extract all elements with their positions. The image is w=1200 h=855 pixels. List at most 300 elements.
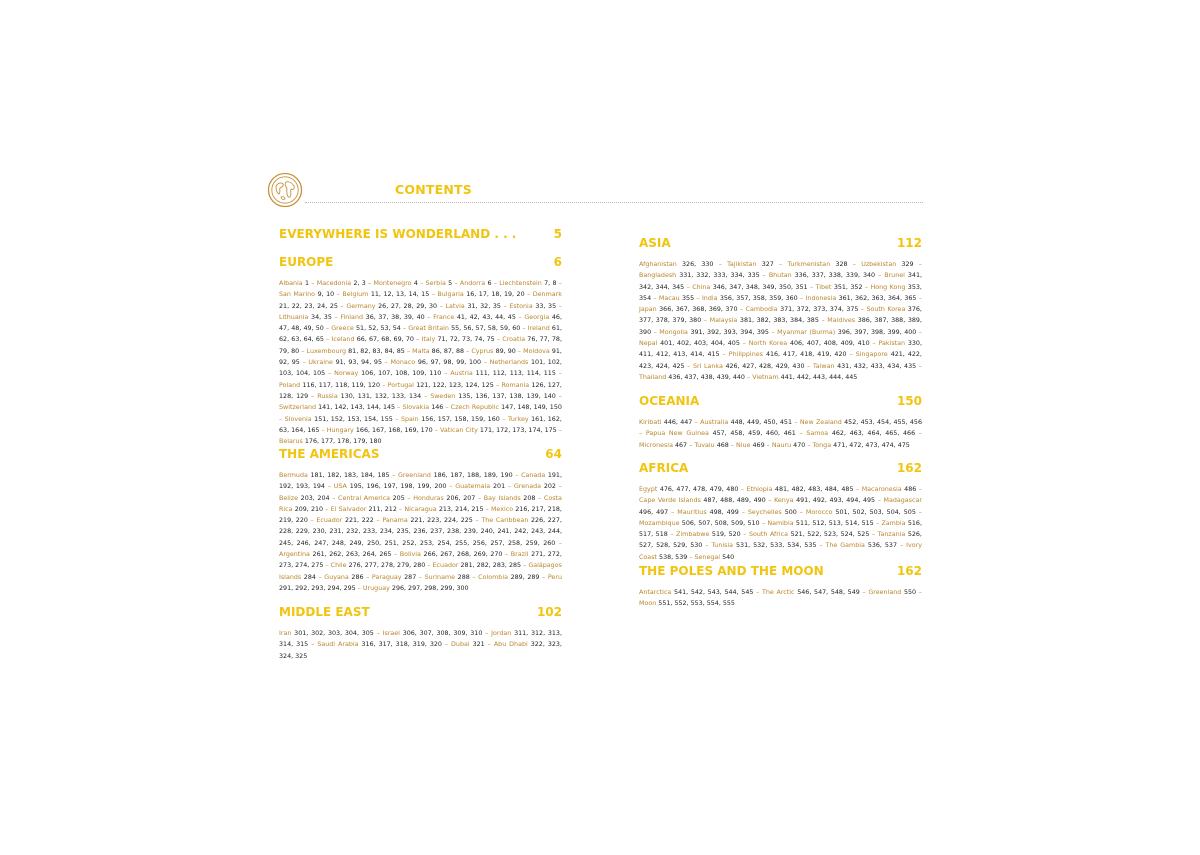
toc-entry[interactable] bbox=[861, 261, 913, 268]
entry-separator: – bbox=[728, 441, 737, 449]
country-name: Suriname bbox=[424, 573, 456, 581]
toc-entry[interactable] bbox=[769, 272, 875, 279]
country-pages: 2, 3 bbox=[353, 280, 366, 287]
toc-entry[interactable] bbox=[677, 509, 739, 516]
section-heading[interactable] bbox=[639, 394, 922, 408]
toc-entry[interactable] bbox=[825, 542, 897, 549]
country-pages: 526, 527, 528, 529, 530 bbox=[639, 531, 922, 550]
globe-icon bbox=[267, 172, 303, 208]
toc-entry[interactable] bbox=[639, 272, 760, 279]
toc-entry[interactable] bbox=[412, 348, 464, 355]
toc-entry[interactable] bbox=[430, 393, 556, 400]
toc-section bbox=[279, 227, 562, 250]
country-pages: 151, 152, 153, 154, 155 bbox=[314, 415, 393, 423]
section-heading[interactable] bbox=[279, 255, 562, 269]
country-name: Zimbabwe bbox=[676, 531, 710, 539]
country-pages: 116, 117, 118, 119, 120 bbox=[302, 381, 381, 389]
entry-separator: – bbox=[713, 261, 728, 268]
section-title: EVERYWHERE IS WONDERLAND . . . bbox=[279, 227, 517, 241]
entry-separator: – bbox=[308, 392, 318, 400]
toc-entry[interactable] bbox=[747, 486, 854, 493]
country-pages: 21, 22, 23, 24, 25 bbox=[279, 302, 338, 310]
country-name: Serbia bbox=[425, 280, 446, 287]
toc-entry[interactable] bbox=[307, 348, 405, 355]
entry-separator: – bbox=[299, 359, 309, 367]
country-pages: 111, 112, 113, 114, 115 bbox=[475, 370, 556, 378]
country-name: The Gambia bbox=[825, 542, 865, 550]
toc-entry[interactable] bbox=[279, 472, 390, 479]
country-name: Ecuador bbox=[316, 517, 343, 525]
entry-separator: – bbox=[441, 370, 451, 378]
toc-entry[interactable] bbox=[509, 303, 556, 310]
country-pages: 322, 323, 324, 325 bbox=[279, 641, 562, 660]
toc-entry[interactable] bbox=[499, 280, 556, 287]
toc-entry[interactable] bbox=[806, 509, 916, 516]
country-pages: 381, 382, 383, 384, 385 bbox=[739, 317, 819, 325]
toc-entry[interactable] bbox=[388, 382, 494, 389]
country-pages: 341, 342, 344, 345 bbox=[639, 272, 922, 291]
section-title: THE POLES AND THE MOON bbox=[639, 564, 824, 578]
toc-entry[interactable] bbox=[659, 329, 769, 336]
toc-entry[interactable] bbox=[868, 589, 916, 596]
country-pages: 538, 539 bbox=[659, 553, 688, 561]
country-name: Guyana bbox=[324, 573, 349, 581]
country-pages: 541, 542, 543, 544, 545 bbox=[674, 589, 754, 596]
section-heading[interactable] bbox=[639, 564, 922, 578]
entry-separator: – bbox=[535, 494, 544, 502]
toc-entry[interactable] bbox=[787, 261, 847, 268]
country-pages: 206, 207 bbox=[446, 494, 476, 502]
toc-entry[interactable] bbox=[279, 404, 395, 411]
country-name: Panama bbox=[382, 517, 408, 525]
toc-entry[interactable] bbox=[478, 574, 539, 581]
country-pages: 208 bbox=[523, 494, 536, 502]
country-pages: 500 bbox=[784, 508, 797, 516]
toc-entry[interactable] bbox=[279, 630, 374, 637]
country-name: Micronesia bbox=[639, 441, 673, 449]
entry-separator: – bbox=[323, 562, 331, 570]
toc-entry[interactable] bbox=[639, 306, 738, 313]
country-pages: 491, 492, 493, 494, 495 bbox=[796, 497, 876, 505]
toc-entry[interactable] bbox=[400, 551, 503, 558]
toc-entry[interactable] bbox=[285, 416, 393, 423]
entry-separator: – bbox=[500, 302, 510, 310]
country-name: Tanzania bbox=[877, 531, 906, 539]
country-pages: 288 bbox=[457, 573, 470, 581]
country-pages: 4 bbox=[413, 280, 418, 287]
country-name: Czech Republic bbox=[450, 404, 500, 412]
toc-entry[interactable] bbox=[812, 442, 909, 449]
country-pages: 326, 330 bbox=[682, 261, 714, 268]
toc-entry[interactable] bbox=[694, 442, 729, 449]
country-name: Romania bbox=[501, 381, 530, 389]
entry-separator: – bbox=[651, 328, 660, 336]
toc-entry[interactable] bbox=[398, 472, 513, 479]
toc-entry[interactable] bbox=[646, 430, 796, 437]
country-name: Norway bbox=[334, 370, 359, 378]
country-name: Turkmenistan bbox=[787, 261, 831, 268]
section-entries bbox=[639, 259, 922, 383]
entry-separator: – bbox=[753, 589, 762, 596]
toc-entry[interactable] bbox=[639, 497, 766, 504]
country-name: Australia bbox=[700, 419, 729, 426]
toc-section bbox=[279, 255, 562, 447]
toc-entry[interactable] bbox=[332, 336, 414, 343]
toc-entry[interactable] bbox=[279, 314, 332, 321]
entry-separator: – bbox=[515, 347, 524, 355]
toc-entry[interactable] bbox=[346, 303, 437, 310]
country-pages: 441, 442, 443, 444, 445 bbox=[780, 373, 858, 381]
entry-separator: – bbox=[916, 589, 922, 596]
entry-separator: – bbox=[432, 426, 440, 434]
toc-entry[interactable] bbox=[317, 280, 366, 287]
toc-entry[interactable] bbox=[639, 486, 738, 493]
toc-entry[interactable] bbox=[279, 551, 391, 558]
toc-entry[interactable] bbox=[514, 483, 556, 490]
entry-separator: – bbox=[768, 328, 778, 336]
toc-entry[interactable] bbox=[433, 562, 522, 569]
country-pages: 386, 387, 388, 389, 390 bbox=[639, 317, 922, 336]
country-name: Tajikistan bbox=[727, 261, 757, 268]
toc-entry[interactable] bbox=[433, 314, 516, 321]
country-pages: 261, 262, 263, 264, 265 bbox=[312, 551, 392, 559]
toc-entry[interactable] bbox=[460, 280, 492, 287]
country-pages: 353, 354 bbox=[639, 283, 922, 302]
country-name: Grenada bbox=[513, 483, 542, 491]
toc-entry[interactable] bbox=[736, 442, 765, 449]
toc-entry[interactable] bbox=[338, 495, 405, 502]
country-pages: 516, 517, 518 bbox=[639, 519, 922, 539]
toc-entry[interactable] bbox=[862, 486, 917, 493]
country-pages: 329 bbox=[901, 261, 914, 268]
section-heading[interactable] bbox=[639, 236, 922, 250]
toc-entry[interactable] bbox=[317, 641, 442, 648]
country-pages: 457, 458, 459, 460, 461 bbox=[712, 430, 796, 438]
country-name: Russia bbox=[317, 392, 338, 400]
entry-separator: – bbox=[389, 472, 399, 479]
toc-entry[interactable] bbox=[693, 363, 805, 370]
toc-entry[interactable] bbox=[334, 483, 447, 490]
entry-separator: – bbox=[425, 562, 433, 570]
country-pages: 316, 317, 318, 319, 320 bbox=[361, 641, 442, 649]
toc-entry[interactable] bbox=[774, 497, 875, 504]
toc-entry[interactable] bbox=[800, 419, 922, 426]
country-pages: 55, 56, 57, 58, 59, 60 bbox=[451, 325, 521, 333]
toc-entry[interactable] bbox=[767, 520, 873, 527]
section-entries bbox=[639, 417, 922, 451]
toc-entry[interactable] bbox=[816, 284, 863, 291]
country-name: Tuvalu bbox=[694, 441, 715, 449]
section-title: EUROPE bbox=[279, 255, 334, 269]
entry-separator: – bbox=[502, 551, 511, 559]
country-pages: 462, 463, 464, 465, 466 bbox=[831, 430, 916, 438]
toc-entry[interactable] bbox=[777, 329, 916, 336]
toc-entry[interactable] bbox=[404, 506, 483, 513]
toc-entry[interactable] bbox=[372, 574, 416, 581]
country-pages: 336, 337, 338, 339, 340 bbox=[794, 272, 876, 280]
section-heading[interactable] bbox=[279, 605, 562, 619]
toc-entry[interactable] bbox=[382, 517, 473, 524]
toc-entry[interactable] bbox=[445, 303, 500, 310]
entry-separator: – bbox=[915, 508, 923, 516]
toc-entry[interactable] bbox=[746, 306, 859, 313]
section-heading[interactable] bbox=[279, 227, 562, 241]
country-pages: 41, 42, 43, 44, 45 bbox=[456, 313, 516, 321]
country-name: Latvia bbox=[445, 302, 465, 310]
entry-separator: – bbox=[687, 441, 695, 449]
country-pages: 481, 482, 483, 484, 485 bbox=[774, 486, 854, 493]
toc-entry[interactable] bbox=[440, 427, 557, 434]
entry-separator: – bbox=[668, 508, 678, 516]
entry-separator: – bbox=[325, 370, 335, 378]
toc-entry[interactable] bbox=[700, 419, 792, 426]
country-name: Samoa bbox=[806, 430, 829, 438]
toc-entry[interactable] bbox=[639, 419, 692, 426]
toc-entry[interactable] bbox=[413, 495, 475, 502]
country-name: Maldives bbox=[827, 317, 856, 325]
entry-separator: – bbox=[464, 347, 472, 355]
country-pages: 311, 312, 313, 314, 315 bbox=[279, 630, 562, 649]
toc-entry[interactable] bbox=[639, 261, 713, 268]
entry-separator: – bbox=[373, 630, 383, 637]
section-page: 102 bbox=[536, 605, 562, 619]
toc-entry[interactable] bbox=[702, 295, 798, 302]
country-pages: 195, 196, 197, 198, 199, 200 bbox=[349, 483, 447, 491]
toc-entry[interactable] bbox=[340, 314, 424, 321]
entry-separator: – bbox=[443, 404, 451, 412]
entry-separator: – bbox=[499, 415, 508, 423]
toc-entry[interactable] bbox=[639, 374, 745, 381]
country-name: Namibia bbox=[767, 519, 794, 527]
toc-entry[interactable] bbox=[639, 520, 760, 527]
country-name: Saudi Arabia bbox=[317, 641, 359, 649]
toc-entry[interactable] bbox=[279, 382, 380, 389]
entry-separator: – bbox=[441, 641, 452, 649]
country-pages: 436, 437, 438, 439, 440 bbox=[668, 373, 745, 381]
country-pages: 166, 167, 168, 169, 170 bbox=[355, 426, 433, 434]
toc-entry[interactable] bbox=[762, 589, 860, 596]
toc-entry[interactable] bbox=[752, 374, 857, 381]
country-name: Turkey bbox=[507, 415, 529, 423]
country-pages: 331, 332, 333, 334, 335 bbox=[679, 272, 760, 280]
toc-entry[interactable] bbox=[450, 370, 556, 377]
toc-entry[interactable] bbox=[317, 393, 421, 400]
section-page: 162 bbox=[896, 564, 922, 578]
toc-entry[interactable] bbox=[422, 336, 495, 343]
toc-entry[interactable] bbox=[437, 291, 524, 298]
country-pages: 448, 449, 450, 451 bbox=[730, 419, 792, 426]
toc-entry[interactable] bbox=[327, 427, 433, 434]
country-name: Thailand bbox=[639, 373, 667, 381]
country-name: Malaysia bbox=[709, 317, 738, 325]
toc-entry[interactable] bbox=[426, 280, 453, 287]
entry-separator: – bbox=[702, 542, 712, 550]
toc-entry[interactable] bbox=[639, 340, 740, 347]
country-name: Macedonia bbox=[316, 280, 352, 287]
country-pages: 355 bbox=[682, 294, 695, 302]
section-page: 162 bbox=[896, 461, 922, 475]
country-name: Spain bbox=[400, 415, 419, 423]
country-name: Moon bbox=[639, 600, 657, 608]
country-name: India bbox=[701, 294, 718, 302]
country-name: Tonga bbox=[812, 441, 832, 449]
country-name: Switzerland bbox=[279, 404, 317, 412]
entry-separator: – bbox=[331, 313, 341, 321]
country-name: Hungary bbox=[326, 426, 354, 434]
entry-separator: – bbox=[382, 359, 391, 367]
toc-entry[interactable] bbox=[711, 542, 816, 549]
toc-entry[interactable] bbox=[279, 495, 330, 502]
country-pages: 181, 182, 183, 184, 185 bbox=[310, 472, 390, 479]
toc-entry[interactable] bbox=[316, 517, 373, 524]
section-heading[interactable] bbox=[639, 461, 922, 475]
country-pages: 306, 307, 308, 309, 310 bbox=[402, 630, 483, 637]
entry-separator: – bbox=[521, 562, 529, 570]
toc-entry[interactable] bbox=[373, 280, 417, 287]
toc-entry[interactable] bbox=[484, 495, 536, 502]
entry-separator: – bbox=[515, 313, 525, 321]
toc-entry[interactable] bbox=[451, 404, 562, 411]
entry-separator: – bbox=[796, 508, 806, 516]
country-name: Senegal bbox=[694, 553, 721, 561]
entry-separator: – bbox=[421, 392, 431, 400]
country-pages: 401, 402, 403, 404, 405 bbox=[660, 340, 740, 348]
country-name: Iran bbox=[279, 630, 292, 637]
entry-separator: – bbox=[555, 539, 562, 547]
country-name: Papua New Guinea bbox=[645, 430, 709, 438]
country-name: Italy bbox=[421, 336, 436, 344]
entry-separator: – bbox=[396, 505, 405, 513]
country-name: Mexico bbox=[490, 505, 514, 513]
toc-entry[interactable] bbox=[749, 340, 870, 347]
country-pages: 146 bbox=[431, 404, 444, 412]
country-name: Philippines bbox=[728, 351, 763, 359]
toc-entry[interactable] bbox=[279, 438, 382, 445]
country-name: China bbox=[692, 283, 711, 291]
toc-entry[interactable] bbox=[639, 589, 753, 596]
country-name: Ireland bbox=[527, 325, 550, 333]
toc-entry[interactable] bbox=[813, 363, 916, 370]
toc-entry[interactable] bbox=[324, 574, 363, 581]
toc-entry[interactable] bbox=[749, 531, 869, 538]
toc-entry[interactable] bbox=[639, 442, 687, 449]
country-pages: 209, 210 bbox=[294, 505, 324, 513]
toc-entry[interactable] bbox=[639, 600, 735, 607]
toc-entry[interactable] bbox=[806, 295, 917, 302]
entry-separator: – bbox=[684, 362, 693, 370]
entry-separator: – bbox=[773, 261, 788, 268]
toc-entry[interactable] bbox=[331, 562, 426, 569]
toc-entry[interactable] bbox=[425, 574, 470, 581]
country-pages: 121, 122, 123, 124, 125 bbox=[416, 381, 494, 389]
country-name: Portugal bbox=[387, 381, 414, 389]
country-name: France bbox=[433, 313, 455, 321]
entry-separator: – bbox=[337, 302, 347, 310]
entry-separator: – bbox=[469, 573, 479, 581]
country-name: Brunei bbox=[884, 272, 905, 280]
country-pages: 81, 82, 83, 84, 85 bbox=[348, 347, 405, 355]
country-name: Pakistan bbox=[878, 340, 906, 348]
entry-separator: – bbox=[759, 272, 769, 280]
toc-entry[interactable] bbox=[772, 442, 805, 449]
entry-separator: – bbox=[797, 294, 806, 302]
entry-separator: – bbox=[279, 415, 285, 423]
toc-entry[interactable] bbox=[676, 531, 741, 538]
toc-entry[interactable] bbox=[402, 404, 443, 411]
section-heading[interactable] bbox=[279, 447, 562, 461]
entry-separator: – bbox=[329, 494, 339, 502]
country-pages: 86, 87, 88 bbox=[431, 347, 465, 355]
entry-separator: – bbox=[818, 317, 828, 325]
country-name: Israel bbox=[382, 630, 400, 637]
toc-entry[interactable] bbox=[727, 261, 774, 268]
toc-entry[interactable] bbox=[451, 641, 485, 648]
country-name: Bermuda bbox=[279, 472, 308, 479]
entry-separator: – bbox=[667, 531, 677, 539]
toc-entry[interactable] bbox=[659, 295, 694, 302]
entry-separator: – bbox=[684, 283, 693, 291]
toc-entry[interactable] bbox=[331, 325, 401, 332]
country-pages: 327 bbox=[761, 261, 774, 268]
country-pages: 519, 520 bbox=[711, 531, 741, 539]
toc-entry[interactable] bbox=[279, 280, 309, 287]
country-pages: 226, 227, 228, 229, 230, 231, 232, 233, 234, 235, 236, 237, 238, 239, 240, 241, 242, 243, 244, 245, 246, 247, 248, 249, 250, 251, 252, 253, 254, 255, 256, 257, 258, 259, 260 bbox=[279, 517, 562, 547]
toc-entry[interactable] bbox=[331, 506, 397, 513]
entry-separator: – bbox=[324, 483, 334, 491]
toc-entry[interactable] bbox=[695, 554, 735, 561]
country-name: North Korea bbox=[748, 340, 788, 348]
country-name: Malta bbox=[412, 347, 430, 355]
toc-entry[interactable] bbox=[391, 359, 482, 366]
country-name: Liechtenstein bbox=[499, 280, 542, 287]
toc-entry[interactable] bbox=[308, 359, 382, 366]
entry-separator: – bbox=[323, 325, 332, 333]
country-pages: 51, 52, 53, 54 bbox=[356, 325, 401, 333]
country-name: Tunisia bbox=[711, 542, 734, 550]
country-name: Ecuador bbox=[432, 562, 459, 570]
toc-entry[interactable] bbox=[748, 509, 797, 516]
entry-separator: – bbox=[687, 553, 695, 561]
section-page: 6 bbox=[553, 255, 562, 269]
section-title: MIDDLE EAST bbox=[279, 605, 370, 619]
toc-entry[interactable] bbox=[383, 630, 483, 637]
toc-entry[interactable] bbox=[279, 291, 334, 298]
toc-entry[interactable] bbox=[729, 351, 847, 358]
country-pages: 467 bbox=[674, 441, 688, 449]
country-name: Poland bbox=[279, 381, 301, 389]
country-pages: 471, 472, 473, 474, 475 bbox=[833, 441, 910, 449]
section-entries bbox=[279, 470, 562, 594]
country-pages: 284 bbox=[303, 573, 316, 581]
toc-entry[interactable] bbox=[455, 483, 505, 490]
toc-entry[interactable] bbox=[471, 348, 515, 355]
toc-entry[interactable] bbox=[401, 416, 500, 423]
country-pages: 106, 107, 108, 109, 110 bbox=[361, 370, 442, 378]
country-name: Luxembourg bbox=[306, 347, 347, 355]
toc-entry[interactable] bbox=[692, 284, 807, 291]
toc-entry[interactable] bbox=[342, 291, 429, 298]
toc-entry[interactable] bbox=[408, 325, 520, 332]
toc-entry[interactable] bbox=[710, 317, 819, 324]
toc-entry[interactable] bbox=[363, 585, 469, 592]
country-pages: 96, 97, 98, 99, 100 bbox=[417, 359, 482, 367]
country-name: Albania bbox=[279, 280, 303, 287]
country-name: Afghanistan bbox=[639, 261, 677, 268]
toc-entry[interactable] bbox=[334, 370, 441, 377]
country-name: Paraguay bbox=[371, 573, 402, 581]
country-pages: 276, 277, 278, 279, 280 bbox=[348, 562, 426, 570]
toc-entry[interactable] bbox=[806, 430, 915, 437]
